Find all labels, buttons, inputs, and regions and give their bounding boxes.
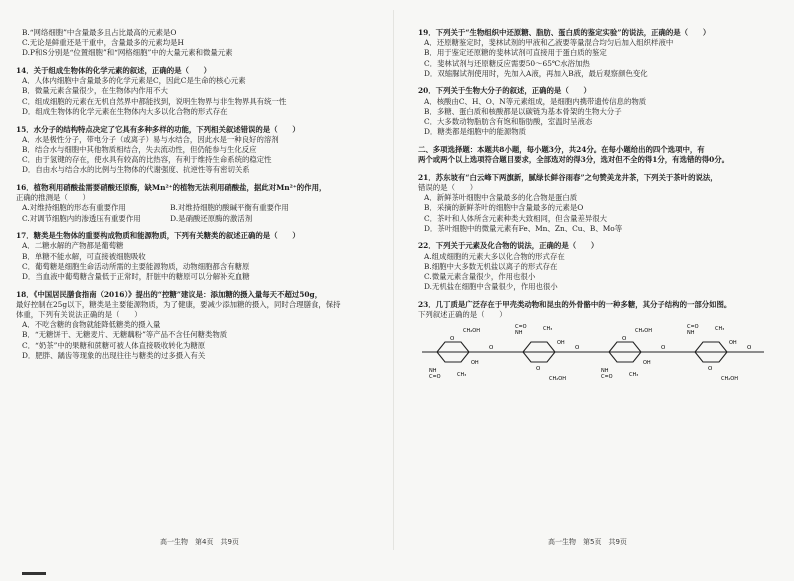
carbonyl-label: C=O <box>687 324 699 331</box>
glycosidic-oxygen-label: O <box>747 345 752 352</box>
right_column-line: 21．苏东坡有“白云峰下两旗新，腻绿长鲜谷雨春”之句赞美龙井茶，下列关于茶叶的说法， <box>418 172 718 182</box>
ring-oxygen-label: O <box>622 336 627 343</box>
left_column-line: 17．糖类是生物体的重要构成物质和能源物质，下列有关糖类的叙述正确的是（ ） <box>16 231 300 241</box>
methyl-label: CH₃ <box>715 326 725 333</box>
left_column-line: C．由于氢键的存在，使水具有较高的比热容，有利于维持生命系统的稳定性 <box>22 155 272 165</box>
left_column-line: D．自由水与结合水的比例与生物体的代谢强度、抗逆性等有密切关系 <box>22 165 250 175</box>
left_column-line: 最好控制在25g以下，糖类是主要能源物质，为了健康，要减少添加糖的摄入，同时合理膳食，保持 <box>16 299 341 309</box>
amide-label: NH <box>687 330 695 337</box>
left_column-line: 正确的推测是（ ） <box>16 193 90 203</box>
left_column-line: 14．关于组成生物体的化学元素的叙述，正确的是（ ） <box>16 66 212 76</box>
right_column-line: A．还原糖鉴定时，斐林试剂的甲液和乙液要等量混合均匀后加入组织样液中 <box>424 38 674 48</box>
right_column-line: B．多糖、蛋白质和核酸都是以碳链为基本骨架的生物大分子 <box>424 106 622 116</box>
right_column-line: C．大多数动物脂肪含有饱和脂肪酸，室温时呈液态 <box>424 117 593 126</box>
right_column-line: 错误的是（ ） <box>418 182 478 192</box>
glycosidic-oxygen-label: O <box>575 345 580 352</box>
right_column-line: 下列叙述正确的是（ ） <box>418 310 507 319</box>
methyl-label: CH₃ <box>457 372 467 379</box>
hydroxymethyl-label: CH₂OH <box>635 328 652 335</box>
left_column-line: A．人体内细胞中含量最多的化学元素是C，因此C是生命的核心元素 <box>22 76 246 86</box>
right_column-line: D．双缩脲试剂使用时，先加入A液，再加入B液，最后观察颜色变化 <box>424 68 648 78</box>
right_column-line: B.细胞中大多数无机盐以离子的形式存在 <box>424 261 558 271</box>
left_column-line: A．不吃含糖的食物就能降低糖类的摄入量 <box>22 320 161 330</box>
hydroxyl-label: OH <box>643 360 651 367</box>
methyl-label: CH₃ <box>543 326 553 333</box>
left_column-line: D．肥胖、龋齿等现象的出现往往与糖类的过多摄入有关 <box>22 350 206 360</box>
hydroxyl-label: OH <box>471 360 479 367</box>
left_column-line: B．结合水与细胞中其他物质相结合，失去流动性，但仍能参与生化反应 <box>22 144 257 154</box>
left_column-line: 18．《中国居民膳食指南（2016）》提出的“控糖”建议是：添加糖的摄入量每天不超过50g， <box>16 289 323 299</box>
left_column-line: 16．植物利用硝酸盐需要硝酸还原酶，缺Mn²⁺的植物无法利用硝酸盐，据此对Mn²⁺的作用， <box>16 182 327 192</box>
ring-oxygen-label: O <box>708 366 713 373</box>
left_column-line: 体重，下列有关说法正确的是（ ） <box>16 310 142 319</box>
right_column-line: C．茶叶和人体所含元素种类大致相同，但含量差异很大 <box>424 213 608 223</box>
left_column-line: D．组成生物体的化学元素在生物体内大多以化合物的形式存在 <box>22 106 228 116</box>
amide-label: NH <box>601 368 609 375</box>
hydroxyl-label: OH <box>557 340 565 347</box>
left_column-line: A.对维持细胞的形态有重要作用 B.对维持细胞的酸碱平衡有重要作用 <box>22 203 289 213</box>
left_column-line: C．葡萄糖是细胞生命活动所需的主要能源物质，动物细胞都含有糖原 <box>22 261 250 271</box>
right_column-line: 二、多项选择题：本题共8小题，每小题3分，共24分。在每小题给出的四个选项中，有 <box>418 144 705 154</box>
amide-label: NH <box>515 330 523 337</box>
left_column-line: D.P和S分别是“位置细胞”和“网格细胞”中的大量元素和微量元素 <box>22 48 233 58</box>
right_column-line: 19．下列关于“生物组织中还原糖、脂肪、蛋白质的鉴定实验”的说法，正确的是（ ） <box>418 28 711 37</box>
carbonyl-label: C=O <box>429 374 441 381</box>
corner-mark <box>22 572 46 575</box>
left_column-line: C．“奶茶”中的果糖和蔗糖可被人体直接吸收转化为糖原 <box>22 340 206 350</box>
right_column-line: D．茶叶细胞中的微量元素有Fe、Mn、Zn、Cu、B、Mo等 <box>424 223 623 233</box>
carbonyl-label: C=O <box>515 324 527 331</box>
glycosidic-oxygen-label: O <box>489 345 494 352</box>
right_column-line: D．糖类都是细胞中的能源物质 <box>424 127 527 137</box>
chitin-structure-figure <box>418 324 780 380</box>
left-page-column <box>16 28 388 361</box>
left_column-line: 15．水分子的结构特点决定了它具有多种多样的功能，下列相关叙述错误的是（ ） <box>16 124 300 134</box>
right-page-column <box>418 28 780 380</box>
carbonyl-label: C=O <box>601 374 613 381</box>
left_column-line: A．二糖水解的产物都是葡萄糖 <box>22 241 124 251</box>
right_column-line: B．采摘的新鲜茶叶的细胞中含量最多的元素是O <box>424 203 584 213</box>
methyl-label: CH₃ <box>629 372 639 379</box>
right_column-line: 20．下列关于生物大分子的叙述，正确的是（ ） <box>418 86 591 96</box>
right_column-line: A．新鲜茶叶细胞中含量最多的化合物是蛋白质 <box>424 193 578 203</box>
left_column-line: B．微量元素含量很少，在生物体内作用不大 <box>22 86 168 96</box>
amide-label: NH <box>429 368 437 375</box>
right_column-line: 23．几丁质是广泛存在于甲壳类动物和昆虫的外骨骼中的一种多糖，其分子结构的一部分如图。 <box>418 299 732 309</box>
left_column-line: B.“网络细胞”中含量最多且占比最高的元素是O <box>22 28 177 37</box>
hydroxymethyl-label: CH₂OH <box>463 328 480 335</box>
right_column-line: B．用于鉴定还原糖的斐林试剂可直接用于蛋白质的鉴定 <box>424 48 607 58</box>
hydroxyl-label: OH <box>729 340 737 347</box>
hydroxymethyl-label: CH₂OH <box>721 376 738 381</box>
left_column-line: B．单糖不能水解，可直接被细胞吸收 <box>22 251 146 261</box>
left_column-line: C．组成细胞的元素在无机自然界中都能找到，说明生物界与非生物界具有统一性 <box>22 96 287 106</box>
right_column-line: 22．下列关于元素及化合物的说法，正确的是（ ） <box>418 241 599 251</box>
right_column-line: 两个或两个以上选项符合题目要求，全部选对的得3分，选对但不全的得1分，有选错的得0分。 <box>418 155 730 165</box>
ring-oxygen-label: O <box>450 336 455 343</box>
right_column-line: A.组成细胞的元素大多以化合物的形式存在 <box>424 251 565 261</box>
ring-oxygen-label: O <box>536 366 541 373</box>
left_column-line: C.无论是鲜重还是干重中，含量最多的元素均是H <box>22 38 185 48</box>
left_column-line: B．“无糖饼干、无糖麦片、无糖藕粉”等产品不含任何糖类物质 <box>22 330 228 340</box>
left_column-line: D．当血液中葡萄糖含量低于正常时，肝脏中的糖原可以分解补充血糖 <box>22 271 250 281</box>
footer-left: 高一生物 第4页 共9页 <box>160 538 239 546</box>
page-fold-line <box>393 10 394 550</box>
right_column-line: D.无机盐在细胞中含量很少，作用也很小 <box>424 282 558 292</box>
left_column-line: C.对调节细胞内的渗透压有重要作用 D.是硝酸还原酶的激活剂 <box>22 213 253 223</box>
right_column-line: A．核酸由C、H、O、N等元素组成，是细胞内携带遗传信息的物质 <box>424 96 647 106</box>
right_column-line: C．斐林试剂与还原糖反应需要50～65℃水浴加热 <box>424 58 590 68</box>
glycosidic-oxygen-label: O <box>661 345 666 352</box>
hydroxymethyl-label: CH₂OH <box>549 376 566 381</box>
right_column-line: C.微量元素含量很少，作用也很小 <box>424 271 536 281</box>
footer-right: 高一生物 第5页 共9页 <box>548 538 627 546</box>
left_column-line: A．水是极性分子，带电分子（或离子）易与水结合，因此水是一种良好的溶剂 <box>22 134 279 144</box>
